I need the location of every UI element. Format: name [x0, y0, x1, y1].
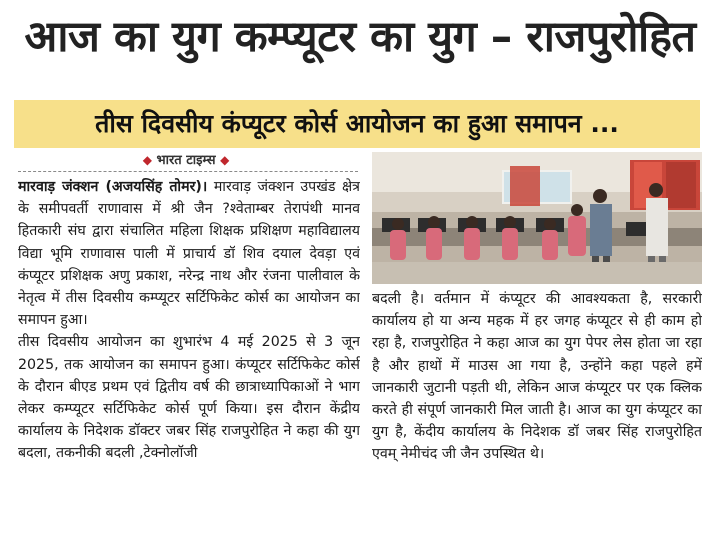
source-name: भारत टाइम्स: [156, 153, 216, 168]
article-column-right: [372, 288, 702, 520]
computer-lab-photo: [372, 152, 702, 284]
dateline: मारवाड़ जंक्शन (अजयसिंह तोमर)।: [18, 179, 208, 195]
diamond-icon: ◆: [220, 153, 230, 167]
paragraph-3: बदली है। वर्तमान में कंप्यूटर की आवश्यकता है, सरकारी कार्यालय हो या अन्य महक में हर जगह कंप्यूटर से ही काम हो रहा है, राजपुरोहित ने कहा आज का युग पेपर लेस होता जा रहा है और हाथों में माउस आ गया है, उन्होंने कहा पहले हमें जानकारी जुटानी पड़ती थी, लेकिन आज कंप्यूटर पर एक क्लिक करते ही संपूर्ण जानकारी मिल जाती है। आज का युग कंप्यूटर का युग है, केंदीय कार्यालय के निदेशक डॉ जबर सिंह राजपुरोहित एवम् नेमीचंद जी जैन उपस्थित थे।: [372, 291, 702, 463]
paragraph-2: तीस दिवसीय आयोजन का शुभारंभ 4 मई 2025 से 3 जून 2025, तक आयोजन का समापन हुआ। कंप्यूटर सर्टिफिकेट कोर्स के दौरान बीएड प्रथम एवं द्वितीय वर्ष की छात्राध्यापिकाओं ने भाग लेकर कम्प्यूटर सर्टिफिकेट कोर्स पूर्ण किया। इस दौरान केंद्रीय कार्यालय के निदेशक डॉक्टर जबर सिंह राजपुरोहित ने कहा की युग बदला, तकनीकी बदली ,टेक्नोलॉजी: [18, 334, 360, 462]
subheadline: तीस दिवसीय कंप्यूटर कोर्स आयोजन का हुआ समापन ...: [14, 100, 700, 148]
article-column-left: [18, 176, 360, 516]
source-credit: [0, 151, 372, 170]
headline: आज का युग कम्प्यूटर का युग – राजपुरोहित: [24, 12, 696, 62]
article-photo: [372, 152, 702, 284]
diamond-icon: ◆: [142, 153, 152, 167]
paragraph-1-text: मारवाड़ जंक्शन उपखंड क्षेत्र के समीपवर्ती राणावास में श्री जैन ?श्वेताम्बर तेरापंथी मानव हितकारी संघ द्वारा संचालित महिला शिक्षक प्रशिक्षण महाविद्यालय विद्या भूमि राणावास पाली में प्राचार्य डॉ शिव दयाल देवड़ा एवं कंप्यूटर प्रशिक्षक अणु प्रकाश, नरेन्द्र नाथ और रंजना पालीवाल के नेतृत्व में तीस दिवसीय कम्प्यूटर सर्टिफिकेट कोर्स का आयोजन का समापन हुआ।: [18, 179, 360, 329]
paragraph-1: [18, 176, 360, 331]
divider: [18, 171, 358, 172]
